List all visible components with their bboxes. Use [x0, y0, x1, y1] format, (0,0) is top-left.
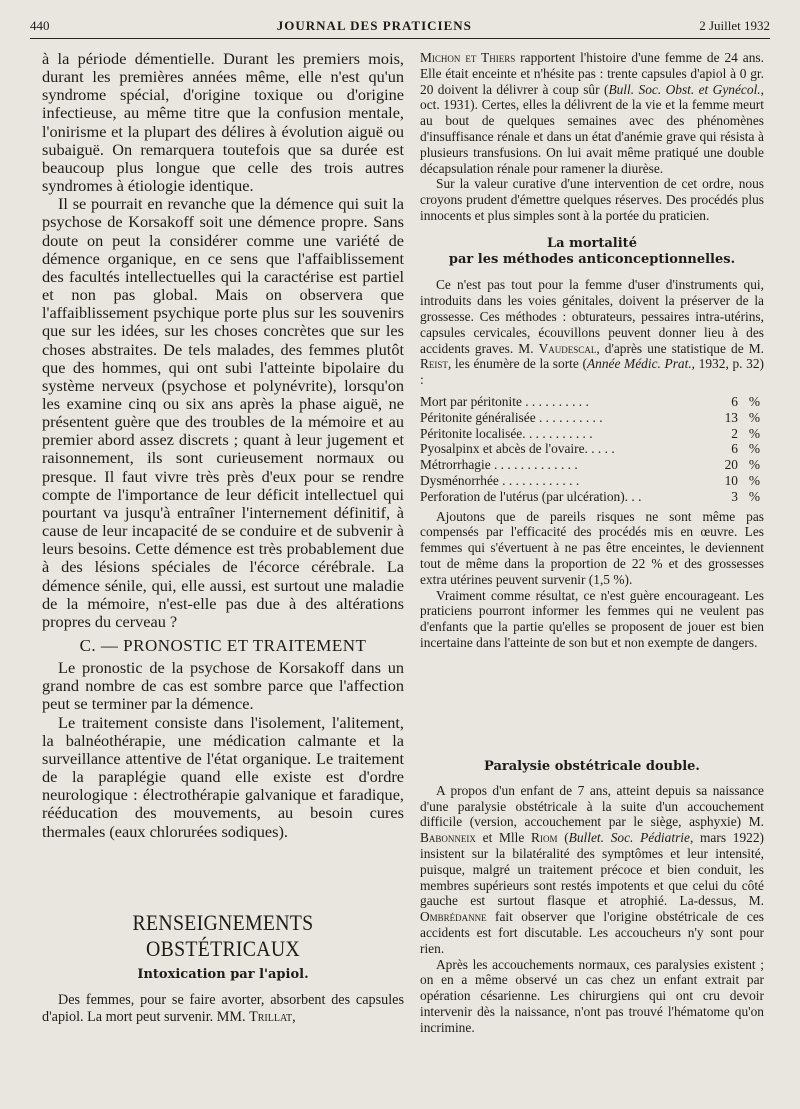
- paragraph: Ce n'est pas tout pour la femme d'user d'instruments qui, introduits dans les voies génitales, doivent la préserver de la grossesse. Ces méthodes : obturateurs, pessaires intra-utérins, capsules cervicales, écouvillons peuvent donner lieu à des accidents graves. M. Vaudescal, d'après une statistique de M. Reist, les énumère de la sorte (Année Médic. Prat., 1932, p. 32) :: [420, 277, 764, 388]
- stat-unit: %: [748, 425, 760, 441]
- paragraph: Vraiment comme résultat, ce n'est guère encourageant. Les praticiens pourront informer les femmes qui ne veulent pas d'enfants que la partie qu'elles se proposent de jouer est bien incertaine dans l'atteinte de son but et non exempte de dangers.: [420, 587, 764, 650]
- table-row: [420, 441, 760, 457]
- stat-unit: %: [748, 441, 760, 457]
- table-row: [420, 489, 760, 505]
- article-heading: La mortalité: [547, 235, 637, 251]
- page-number: 440: [30, 18, 50, 33]
- stat-value: 2: [731, 425, 738, 441]
- paragraph: Ajoutons que de pareils risques ne sont même pas compensés par l'efficacité des procédés mis en œuvre. Les femmes qui s'évertuent à ne pas être enceintes, le deviennent tout de même dans la proportion de 22 % et des grossesses extra utérines peuvent survenir (1,5 %).: [420, 508, 764, 587]
- right-column-bottom: [420, 759, 764, 1036]
- stat-label: Mort par péritonite . . . . . . . . . .: [420, 393, 589, 409]
- stat-value: 10: [724, 472, 738, 488]
- stat-label: Pyosalpinx et abcès de l'ovaire. . . . .: [420, 441, 615, 457]
- reference: Année Médic. Prat.: [586, 356, 692, 372]
- section-title: RENSEIGNEMENTS OBSTÉTRICAUX: [132, 910, 314, 961]
- journal-title: JOURNAL DES PRATICIENS: [276, 18, 472, 33]
- stat-unit: %: [748, 409, 760, 425]
- stat-value: 6: [731, 393, 738, 409]
- table-row: [420, 394, 760, 410]
- author-name: Ombrédanne: [420, 909, 487, 925]
- table-row: [420, 473, 760, 489]
- right-column: [420, 50, 764, 651]
- left-column-bottom: [42, 958, 404, 1027]
- author-name: Riom: [531, 830, 558, 846]
- table-row: [420, 457, 760, 473]
- stat-label: Métrorrhagie . . . . . . . . . . . . .: [420, 457, 578, 473]
- left-column: [42, 50, 404, 841]
- issue-date: 2 Juillet 1932: [699, 18, 770, 33]
- paragraph: Le pronostic de la psychose de Korsakoff dans un grand nombre de cas est sombre parce que l'affection peut se terminer par la démence.: [42, 658, 404, 714]
- complications-table: [420, 394, 760, 505]
- stat-label: Dysménorrhée . . . . . . . . . . . .: [420, 472, 580, 488]
- article-heading: Paralysie obstétricale double.: [484, 759, 700, 774]
- article-heading: par les méthodes anticonceptionnelles.: [448, 251, 736, 267]
- stat-unit: %: [748, 488, 760, 504]
- paragraph: Des femmes, pour se faire avorter, absorbent des capsules d'apiol. La mort peut survenir. MM. Trillat,: [42, 991, 404, 1026]
- author-name: Michon et Thiers: [420, 50, 516, 65]
- paragraph: A propos d'un enfant de 7 ans, atteint depuis sa naissance d'une paralysie obstétricale à la suite d'un accouchement difficile (version, accouchement par le siège, asphyxie) M. Babonneix et Mlle Riom (Bullet. Soc. Pédiatrie, mars 1922) insistent sur la bilatéralité des symptômes et leur intensité, puisque, malgré un traitement précoce et bien conduit, les membres supérieurs sont restés impotents et que celui du côté gauche est surtout flasque et atrophié. La-dessus, M. Ombrédanne fait observer que l'origine obstétricale de ces accidents est fort discutable. Les accoucheurs n'y sont pour rien.: [420, 782, 765, 956]
- paragraph: Après les accouchements normaux, ces paralysies existent ; on en a même observé un cas chez un enfant extrait par opération césarienne. Les chirurgiens qui ont cru devoir intervenir dès la naissance, n'ont pas trouvé l'hématome qu'on incrimine.: [420, 956, 764, 1035]
- stat-value: 13: [724, 409, 738, 425]
- stat-unit: %: [748, 472, 760, 488]
- paragraph: Michon et Thiers rapportent l'histoire d'une femme de 24 ans. Elle était enceinte et n'hésite pas : trente capsules d'apiol à 0 gr. 20 doivent la délivrer à coup sûr (Bull. Soc. Obst. et Gynécol., oct. 1931). Certes, elles la délivrent de la vie et la femme meurt au bout de quelques semaines avec des phénomènes d'insuffisance rénale et dans un état d'anémie grave qui résista à plusieurs transfusions. On lui avait même pratiqué une double décapsulation rénale pour ramener la diurèse.: [420, 50, 764, 176]
- paragraph: Le traitement consiste dans l'isolement, l'alitement, la balnéothérapie, une médication calmante et la surveillance attentive de l'état organique. Le traitement de la paraplégie quand elle existe est d'ordre neurologique : électrothérapie galvanique et faradique, rééducation des mouvements, au besoin cures thermales (eaux chlorurées sodiques).: [42, 712, 404, 841]
- running-header: [30, 14, 770, 39]
- article-heading: Intoxication par l'apiol.: [137, 967, 309, 982]
- author-name: Trillat: [249, 1009, 293, 1026]
- reference: Bull. Soc. Obst. et Gynécol.: [608, 81, 761, 97]
- paragraph: à la période démentielle. Durant les premiers mois, durant les premières années même, elle n'est qu'un syndrome spécial, d'origine toxique ou d'origine infectieuse, au même titre que la confusion mentale, l'onirisme et la plupart des délires à évolution aiguë ou subaiguë. On remarquera toutefois que sa durée est beaucoup plus longue que celle des trois autres syndromes à étiologie identique.: [42, 49, 404, 196]
- stat-unit: %: [748, 393, 760, 409]
- stat-label: Péritonite localisée. . . . . . . . . . .: [420, 425, 593, 441]
- section-heading: C. — PRONOSTIC ET TRAITEMENT: [79, 636, 367, 655]
- author-name: Vaudescal: [538, 340, 597, 356]
- author-name: Babonneix: [420, 830, 476, 846]
- reference: Bullet. Soc. Pédiatrie: [568, 830, 690, 846]
- stat-label: Perforation de l'utérus (par ulcération). . .: [420, 488, 642, 504]
- stat-label: Péritonite généralisée . . . . . . . . . .: [420, 409, 603, 425]
- author-name: Reist: [420, 356, 448, 372]
- paragraph: Il se pourrait en revanche que la démence qui suit la psychose de Korsakoff soit une démence propre. Sans doute on peut la considérer comme une variété de démence organique, en ce sens que l'affaiblissement des facultés intellectuelles qui la caractérise est partiel et non pas global. Mais on observera que l'affaiblissement psychique porte plus sur les souvenirs que sur les idées, sur les choses concrètes que sur les choses abstraites. De tels malades, des femmes plutôt que des hommes, qui ont subi l'atteinte bipolaire du système nerveux (psychose et polynévrite), lorsqu'on les examine cinq ou six ans après la phase aiguë, ne présentent guère que des troubles de la mémoire et au premier abord assez discrets ; quant à leur jugement et raisonnement, ils sont curieusement normaux ou presque. Il faut vivre très près d'eux pour se rendre compte de l'importance de leur déficit intellectuel qui pourtant va jusqu'à entraîner l'internement définitif, à cause de leur incapacité de se conduire et de subvenir à leurs besoins. Cette démence est très probablement due à des lésions spéciales de l'écorce cérébrale. La démence sénile, qui, elle aussi, est surtout une maladie de la mémoire, n'est-elle pas due à des altérations propres du cerveau ?: [42, 194, 404, 631]
- table-row: [420, 410, 760, 426]
- stat-value: 6: [731, 441, 738, 457]
- table-row: [420, 426, 760, 442]
- stat-unit: %: [748, 457, 760, 473]
- paragraph: Sur la valeur curative d'une intervention de cet ordre, nous croyons prudent d'émettre quelques réserves. Des procédés plus innocents et plus simples sont à la portée du praticien.: [420, 176, 764, 223]
- stat-value: 20: [724, 457, 738, 473]
- stat-value: 3: [731, 488, 738, 504]
